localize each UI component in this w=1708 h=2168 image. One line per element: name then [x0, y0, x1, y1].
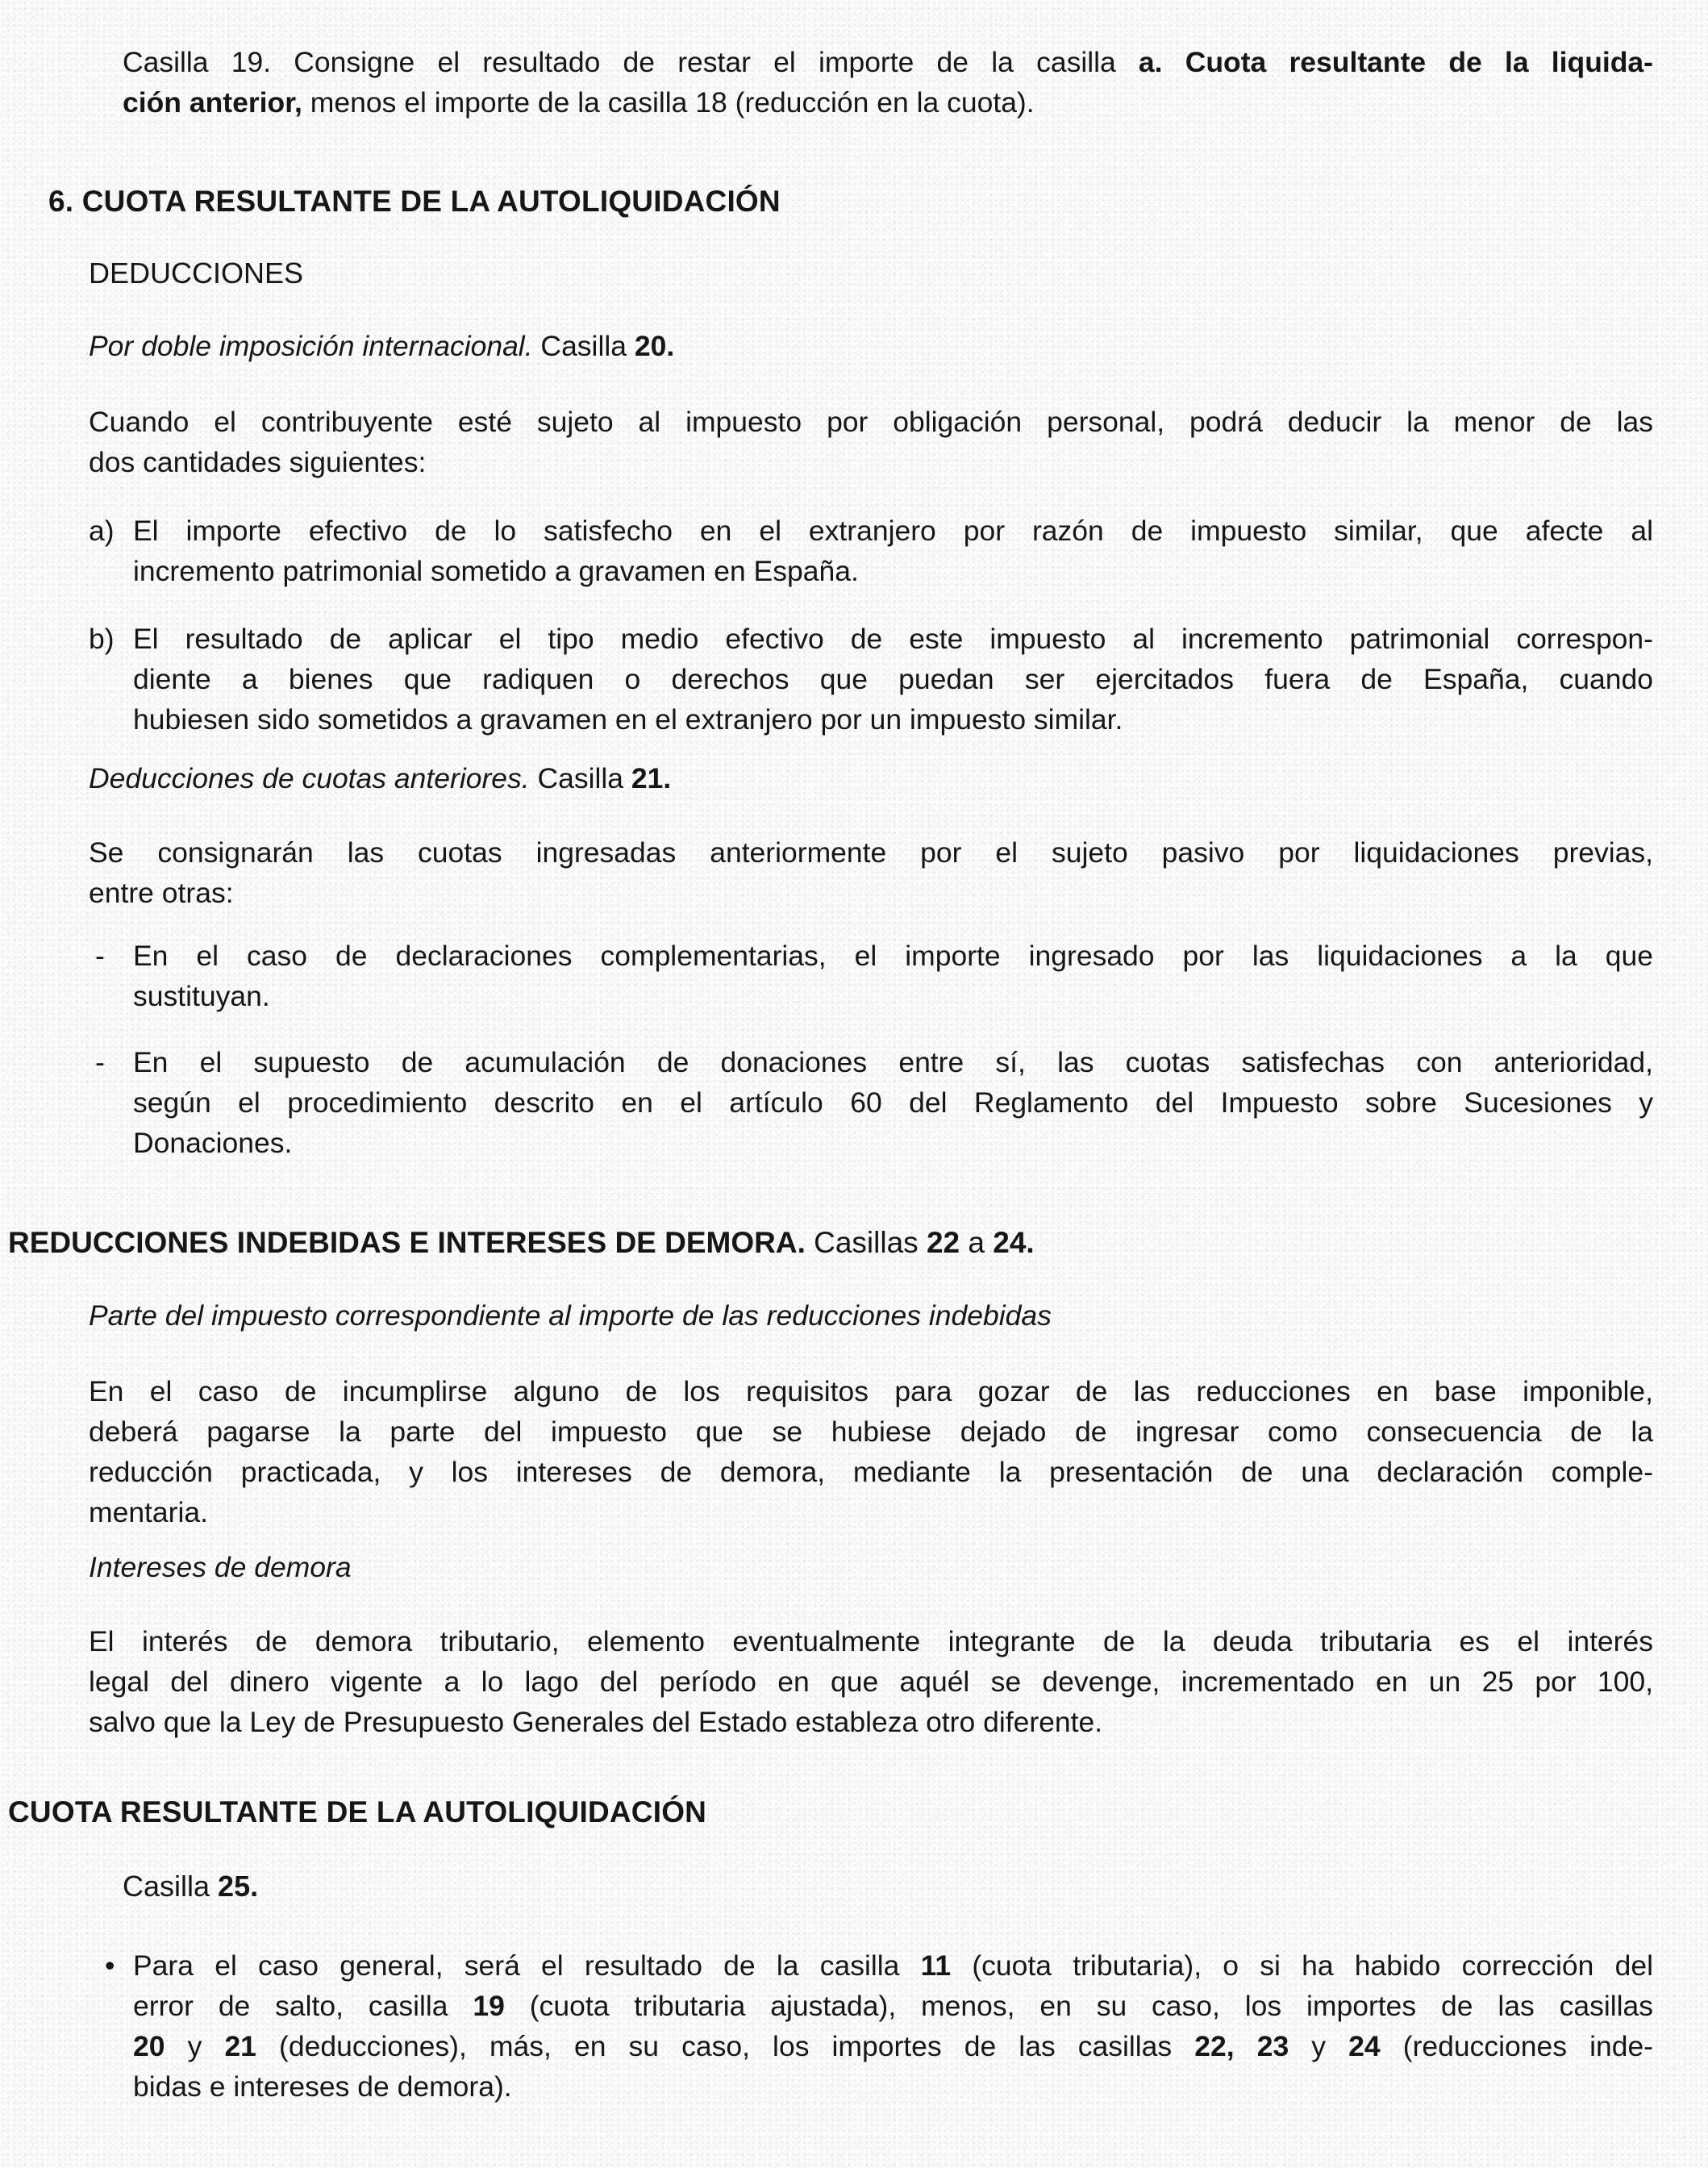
bullet-item: Para el caso general, será el resultado de la casilla 11 (cuota tributaria), o si ha habido corrección del error de salto, casilla 19 (cuota tributaria ajustada), menos, en su caso, los importes de las casillas 20 y 21 (deducciones), más, en su caso, los importes de las casillas 22, 23 y 24 (reducciones inde- bidas e intereses de demora). [133, 1949, 1654, 2103]
list-item-b: El resultado de aplicar el tipo medio efectivo de este impuesto al incremento patrimonial correspon- diente a bienes que radiquen o derechos que puedan ser ejercitados fuera de España, cuando hubiesen sido sometidos a gravamen en el extranjero por un impuesto similar. [133, 623, 1653, 736]
deducciones-heading: DEDUCCIONES [89, 256, 304, 290]
paragraph-incumplirse: En el caso de incumplirse alguno de los requisitos para gozar de las reducciones en base imponible, deberá pagarse la parte del impuesto que se hubiese dejado de ingresar como consecuencia de la reducción practicada, y los intereses de demora, mediante la presentación de una declaración comple- mentaria. [89, 1375, 1653, 1528]
intereses-label: Intereses de demora [89, 1551, 352, 1583]
dash-item-2: En el supuesto de acumulación de donaciones entre sí, las cuotas satisfechas con anterioridad, según el procedimiento descrito en el artículo 60 del Reglamento del Impuesto sobre Sucesiones y Donaciones. [133, 1046, 1653, 1159]
casilla-19-bold-text: a. Cuota resultante de la liquida- [1138, 46, 1653, 78]
casilla-19-bold-continuation: ción anterior, [123, 86, 302, 119]
deducciones-anteriores-label: Deducciones de cuotas anteriores. Casilla 21. [89, 762, 672, 794]
paragraph-casilla-19 [123, 42, 1653, 123]
list-item-a: El importe efectivo de lo satisfecho en el extranjero por razón de impuesto similar, que afecte al incremento patrimonial sometido a gravamen en España. [133, 515, 1653, 587]
dash-marker-1: - [95, 940, 105, 972]
section-6-heading: 6. CUOTA RESULTANTE DE LA AUTOLIQUIDACIÓN [48, 185, 781, 218]
dash-item-1: En el caso de declaraciones complementarias, el importe ingresado por las liquidaciones a la que sustituyan. [133, 940, 1653, 1012]
list-marker-a: a) [89, 515, 115, 547]
cuota-heading: CUOTA RESULTANTE DE LA AUTOLIQUIDACIÓN [8, 1795, 707, 1828]
bullet-marker: • [105, 1949, 115, 1982]
paragraph-interes: El interés de demora tributario, elemento eventualmente integrante de la deuda tributaria es el interés legal del dinero vigente a lo lago del período en que aquél se devenge, incrementado en un 25 por 100, salvo que la Ley de Presupuesto Generales del Estado estableza otro diferente. [89, 1625, 1653, 1738]
paragraph-se-consignaran: Se consignarán las cuotas ingresadas anteriormente por el sujeto pasivo por liquidaciones previas, entre otras: [89, 836, 1653, 909]
casilla-25-label: Casilla 25. [123, 1870, 259, 1903]
reducciones-heading: REDUCCIONES INDEBIDAS E INTERESES DE DEMORA. Casillas 22 a 24. [8, 1226, 1035, 1259]
casilla-19-continuation: menos el importe de la casilla 18 (reducción en la cuota). [302, 86, 1035, 119]
list-marker-b: b) [89, 623, 115, 655]
parte-impuesto-label: Parte del impuesto correspondiente al importe de las reducciones indebidas [89, 1299, 1052, 1332]
dash-marker-2: - [95, 1046, 105, 1078]
doble-imposicion-label: Por doble imposición internacional. Casilla 20. [89, 330, 675, 362]
paragraph-contribuyente: Cuando el contribuyente esté sujeto al impuesto por obligación personal, podrá deducir la menor de las dos cantidades siguientes: [89, 406, 1653, 478]
casilla-19-text: Casilla 19. Consigne el resultado de restar el importe de la casilla [123, 46, 1139, 78]
